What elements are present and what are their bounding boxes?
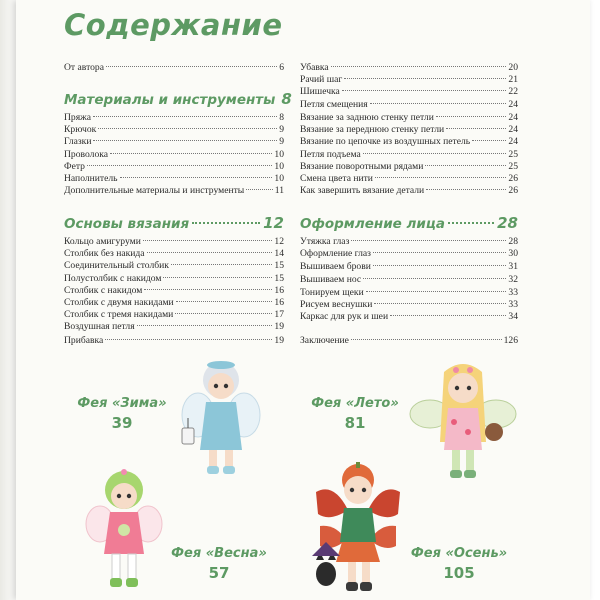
leader-dots (120, 177, 273, 178)
leader-dots (448, 222, 494, 224)
leader-dots (436, 116, 507, 117)
leader-dots (370, 103, 507, 104)
toc-entry[interactable]: Глазки 9 (64, 136, 284, 147)
toc-entry-conclusion[interactable]: Заключение 126 (300, 335, 518, 346)
leader-dots (171, 264, 272, 265)
leader-dots (331, 66, 507, 67)
fairy-spring-link[interactable]: Фея «Весна» 57 (171, 546, 267, 582)
toc-entry[interactable]: Петля подъема 25 (300, 149, 518, 160)
toc-section-face[interactable]: Оформление лица 28 (300, 214, 518, 232)
leader-dots (425, 165, 506, 166)
toc-entry[interactable]: Вязание за переднюю стенку петли 24 (300, 124, 518, 135)
leader-dots (363, 153, 507, 154)
toc-entry[interactable]: Проволока 10 (64, 149, 284, 160)
toc-entry[interactable]: Вязание за заднюю стенку петли 24 (300, 112, 518, 123)
toc-entry[interactable]: Вышиваем нос 32 (300, 274, 518, 285)
leader-dots (426, 189, 506, 190)
leader-dots (110, 153, 272, 154)
winter-fairy-illustration (176, 360, 266, 480)
toc-entry[interactable]: Оформление глаз 30 (300, 248, 518, 259)
toc-entry[interactable]: Фетр 10 (64, 161, 284, 172)
book-spine (0, 0, 16, 600)
toc-entry[interactable]: Вязание по цепочке из воздушных петель 24 (300, 136, 518, 147)
leader-dots (351, 339, 502, 340)
toc-section-materials[interactable]: Материалы и инструменты 8 (64, 90, 292, 108)
leader-dots (192, 222, 260, 224)
leader-dots (144, 289, 272, 290)
spring-fairy-illustration (84, 468, 164, 594)
leader-dots (344, 78, 506, 79)
leader-dots (163, 277, 272, 278)
toc-section-basics[interactable]: Основы вязания 12 (64, 214, 284, 232)
toc-entry[interactable]: Каркас для рук и шеи 34 (300, 311, 518, 322)
leader-dots (246, 189, 273, 190)
toc-entry[interactable]: Вышиваем брови 31 (300, 261, 518, 272)
page-title: Содержание (64, 8, 283, 42)
leader-dots (446, 128, 506, 129)
leader-dots (93, 140, 277, 141)
toc-entry[interactable]: Тонируем щеки 33 (300, 287, 518, 298)
toc-entry[interactable]: Кольцо амигуруми 12 (64, 236, 284, 247)
toc-entry[interactable]: Вязание поворотными рядами 25 (300, 161, 518, 172)
leader-dots (147, 252, 273, 253)
toc-entry[interactable]: Убавка 20 (300, 62, 518, 73)
leader-dots (176, 301, 273, 302)
leader-dots (106, 66, 277, 67)
toc-entry[interactable]: Прибавка 19 (64, 335, 284, 346)
toc-entry[interactable]: Наполнитель 10 (64, 173, 284, 184)
toc-entry[interactable]: Столбик с накидом 16 (64, 285, 284, 296)
leader-dots (374, 303, 506, 304)
leader-dots (351, 240, 506, 241)
toc-entry[interactable]: Полустолбик с накидом 15 (64, 273, 284, 284)
toc-entry[interactable]: Крючок 9 (64, 124, 284, 135)
leader-dots (105, 339, 272, 340)
toc-entry[interactable]: Рачий шаг 21 (300, 74, 518, 85)
fairy-autumn-link[interactable]: Фея «Осень» 105 (410, 546, 508, 582)
leader-dots (366, 291, 507, 292)
leader-dots (175, 313, 272, 314)
leader-dots (93, 116, 277, 117)
toc-entry[interactable]: Воздушная петля 19 (64, 321, 284, 332)
toc-entry[interactable]: Рисуем веснушки 33 (300, 299, 518, 310)
fairy-winter-link[interactable]: Фея «Зима» 39 (77, 396, 167, 432)
leader-dots (472, 140, 506, 141)
leader-dots (375, 177, 506, 178)
leader-dots (98, 128, 277, 129)
toc-entry[interactable]: Дополнительные материалы и инструменты 11 (64, 185, 284, 196)
toc-entry[interactable]: Соединительный столбик 15 (64, 260, 284, 271)
leader-dots (390, 315, 506, 316)
toc-entry[interactable]: Как завершить вязание детали 26 (300, 185, 518, 196)
toc-entry[interactable]: Столбик без накида 14 (64, 248, 284, 259)
leader-dots (342, 90, 507, 91)
toc-entry[interactable]: Утяжка глаз 28 (300, 236, 518, 247)
leader-dots (137, 325, 273, 326)
toc-entry[interactable]: Столбик с тремя накидами 17 (64, 309, 284, 320)
leader-dots (87, 165, 272, 166)
toc-entry[interactable]: Пряжа 8 (64, 112, 284, 123)
leader-dots (143, 240, 273, 241)
toc-entry[interactable]: Смена цвета нити 26 (300, 173, 518, 184)
toc-entry[interactable]: Петля смещения 24 (300, 99, 518, 110)
leader-dots (373, 265, 507, 266)
summer-fairy-illustration (408, 362, 518, 484)
autumn-fairy-illustration (308, 462, 408, 596)
leader-dots (373, 252, 506, 253)
leader-dots (363, 278, 506, 279)
toc-entry[interactable]: Шишечка 22 (300, 86, 518, 97)
fairy-summer-link[interactable]: Фея «Лето» 81 (311, 396, 399, 432)
toc-entry-intro[interactable]: От автора 6 (64, 62, 284, 73)
toc-entry[interactable]: Столбик с двумя накидами 16 (64, 297, 284, 308)
